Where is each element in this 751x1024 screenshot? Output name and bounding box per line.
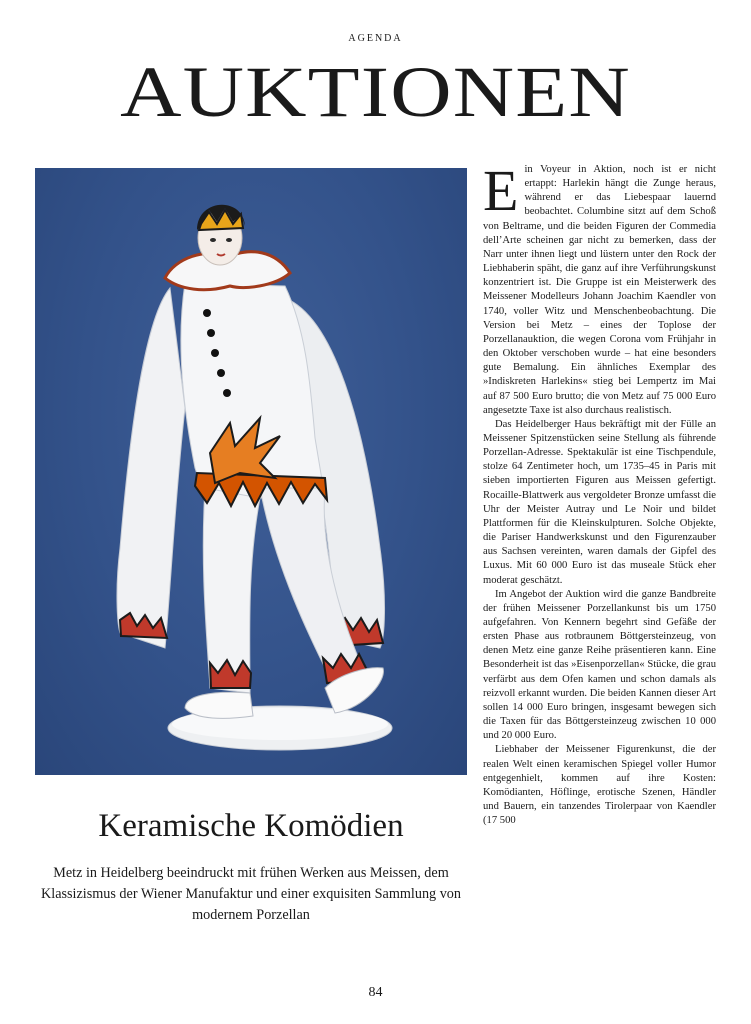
body-paragraph: Liebhaber der Meissener Figurenkunst, die der realen Welt einen keramischen Spiegel voller Humor entgegenhielt, kommen auf ihre Kosten: Komödianten, Höflinge, erotische Szenen, Händler und Bauern, ein tanzendes Tirolerpaar von Kaendler (17 500 bbox=[483, 744, 716, 827]
body-paragraph: Das Heidelberger Haus bekräftigt mit der Fülle an Meissener Spitzenstücken seine Stellung als führende Porzellan-Adresse. Spektakulär ist eine Tischpendule, stolze 64 Zentimeter hoch, um 1735–45 in Paris mit sieben importierten Figuren aus Meissen gefertigt. Rocaille-Blattwerk aus vergoldeter Bronze umfasst die Uhr der Meister Autray und Le Noir und bildet Plattformen für die Kleinskulpturen. Solche Objekte, die Pariser Handwerkskunst und den Figurenzauber aus Sachsen vereinten, waren damals der Gipfel des Luxus. Mit 60 000 Euro ist das museale Stück eher moderat geschätzt. bbox=[483, 418, 716, 586]
body-paragraph: Im Angebot der Auktion wird die ganze Bandbreite der frühen Meissener Porzellankunst bis um 1750 aufgefahren. Von Kennern begehrt sind Gefäße der ersten Phase aus rotbraunem Böttgersteinzeug, von denen Metz eine ganze Reihe präsentieren kann. Eine Besonderheit ist das »Eisenporzellan« Stücke, die grau verfärbt aus dem Ofen kamen und schon damals als reizvoll erkannt wurden. Die beiden Kannen dieser Art sollen 14 000 Euro bringen, insgesamt bewegen sich die Taxen für das Böttgersteinzeug zwischen 10 000 und 20 000 Euro. bbox=[483, 588, 716, 742]
section-kicker: AGENDA bbox=[348, 33, 403, 44]
body-paragraph: Ein Voyeur in Aktion, noch ist er nicht ertappt: Harlekin hängt die Zunge heraus, während er das Liebespaar lauernd beobachtet. Columbine sitzt auf dem Schoß von Beltrame, und die beiden Figuren der Commedia dell’Arte scheinen gar nicht zu bemerken, dass der Narr unter ihnen liegt und lüstern unter den Rock der Liebhaberin späht, die ganz auf ihre Verführungskunst konzentriert ist. Die Gruppe ist ein Meisterwerk des Meissener Modelleurs Johann Joachim Kaendler von 1740, voller Witz und Menschenbeobachtung. Die Version bei Metz – eines der Toplose der Porzellanauktion, die wegen Corona vom Frühjahr in den Oktober verschoben wurde – hat eine besonders gute Bemalung. Ein ähnliches Exemplar des »Indiskreten Harlekins« stieg bei Lempertz im Mai auf 87 500 Euro brutto; die von Metz auf 75 000 Euro angesetzte Taxe ist also durchaus realistisch. bbox=[483, 158, 716, 416]
masthead-title: AUKTIONEN bbox=[120, 52, 631, 132]
article-standfirst: Metz in Heidelberg beeindruckt mit frühen Werken aus Meissen, dem Klassizismus der Wiener Manufaktur und einer exquisiten Sammlung von modernem Porzellan bbox=[41, 865, 461, 923]
pierrot-figurine-illustration bbox=[35, 168, 467, 775]
drop-cap: E bbox=[483, 158, 519, 223]
article-body bbox=[483, 158, 716, 828]
article-headline: Keramische Komödien bbox=[98, 808, 404, 844]
page-number: 84 bbox=[368, 985, 383, 1000]
left-shoe bbox=[185, 692, 253, 718]
article-photo bbox=[35, 168, 467, 775]
